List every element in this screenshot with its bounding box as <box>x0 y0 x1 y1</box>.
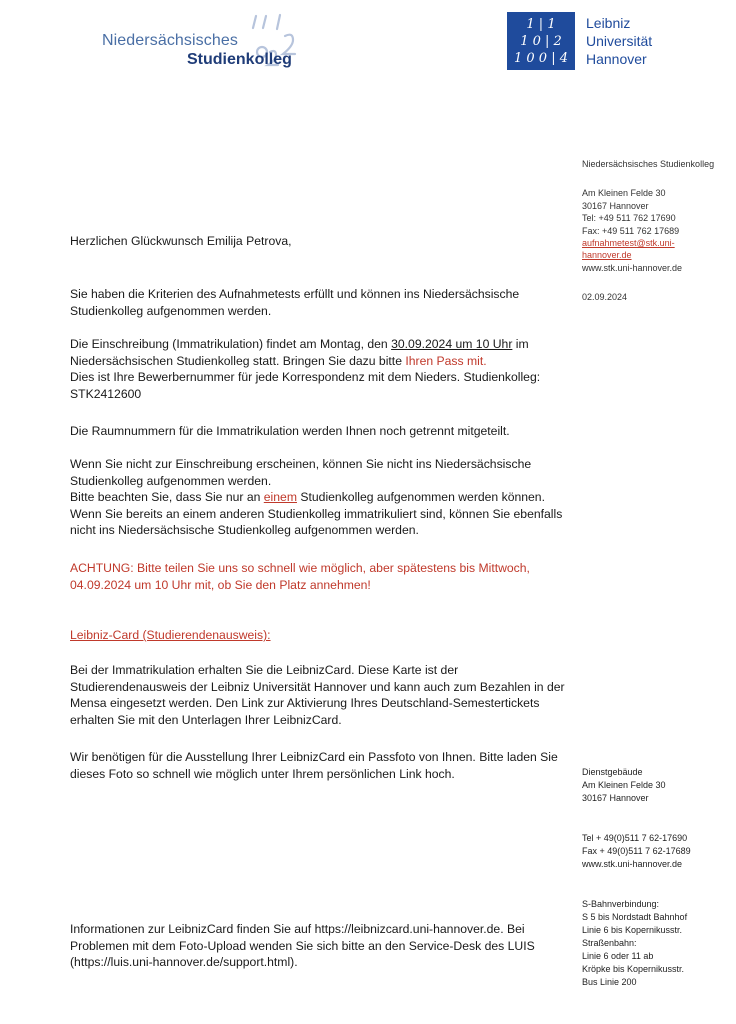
building-label: Dienstgebäude <box>582 767 643 777</box>
office-tel: Tel + 49(0)511 7 62-17690 <box>582 833 688 843</box>
applicant-number: STK2412600 <box>70 386 142 401</box>
paragraph-admission: Sie haben die Kriterien des Aufnahmetests erfüllt und können ins Niedersächsische Studienkolleg aufgenommen werden. <box>70 287 520 318</box>
sender-fax: Fax: +49 511 762 17689 <box>582 225 680 236</box>
office-website: www.stk.uni-hannover.de <box>582 859 683 869</box>
paragraph-room-numbers: Die Raumnummern für die Immatrikulation werden Ihnen noch getrennt mitgeteilt. <box>70 424 510 438</box>
office-city: 30167 Hannover <box>582 793 649 803</box>
sender-city: 30167 Hannover <box>582 200 649 211</box>
enrollment-date: 30.09.2024 um 10 Uhr <box>391 337 513 351</box>
single-college-emphasis: einem <box>263 490 297 504</box>
tram-label: Straßenbahn: <box>582 938 637 948</box>
attendance-text: Wenn Sie nicht zur Einschreibung erscheinen, können Sie nicht ins Niedersächsische Studienkolleg aufgenommen werden. <box>70 457 532 488</box>
tram-line-6: Linie 6 bis Kopernikusstr. <box>582 925 683 935</box>
logo-line-1: Niedersächsisches <box>102 32 238 49</box>
studienkolleg-logo <box>102 12 312 70</box>
leibniz-card-heading: Leibniz-Card (Studierendenausweis): <box>70 628 271 642</box>
logo-mark-row: 1 | 1 <box>526 17 556 32</box>
leibniz-logo-mark <box>507 12 575 70</box>
greeting: Herzlichen Glückwunsch Emilija Petrova, <box>70 234 292 248</box>
paragraph-leibniz-card: Bei der Immatrikulation erhalten Sie die LeibnizCard. Diese Karte ist der Studierendenausweis der Leibniz Universität Hannover und kann auch zum Bezahlen in der Mensa eingesetzt werden. Den Link zur Aktivierung Ihres Deutschland-Semestertickets erhalten Sie mit den Unterlagen Ihrer LeibnizCard. <box>70 663 565 727</box>
transit-block <box>582 898 732 989</box>
enrollment-text: Die Einschreibung (Immatrikulation) findet am Montag, den <box>70 337 392 351</box>
single-college-text-cont: Studienkolleg aufgenommen werden können. Wenn Sie bereits an einem anderen Studienkolleg immatrikuliert sind, können Sie ebenfalls nicht ins Niedersächsische Studienkolleg aufgenommen werden. <box>70 490 563 537</box>
tram-route-kropcke: Kröpke bis Kopernikusstr. <box>582 964 685 974</box>
transit-label: S-Bahnverbindung: <box>582 899 660 909</box>
sender-street: Am Kleinen Felde 30 <box>582 188 666 199</box>
paragraph-enrollment <box>70 336 565 402</box>
deadline-warning: ACHTUNG: Bitte teilen Sie uns so schnell wie möglich, aber spätestens bis Mittwoch, 04.09.2024 um 10 Uhr mit, ob Sie den Platz annehmen! <box>70 561 530 592</box>
office-contact-block <box>582 832 732 871</box>
office-address-block <box>582 766 732 805</box>
logo-name-line: Leibniz <box>586 15 631 31</box>
paragraph-card-info: Informationen zur LeibnizCard finden Sie auf https://leibnizcard.uni-hannover.de. Bei Problemen mit dem Foto-Upload wenden Sie sich bitte an den Service-Desk des LUIS (https://luis.uni-hannover.de/support.html). <box>70 922 535 969</box>
single-college-text: Bitte beachten Sie, dass Sie nur an <box>70 490 264 504</box>
bus-line: Bus Linie 200 <box>582 977 637 987</box>
passport-reminder: Ihren Pass mit. <box>405 353 487 368</box>
office-street: Am Kleinen Felde 30 <box>582 780 666 790</box>
tram-line-6-11: Linie 6 oder 11 ab <box>582 951 654 961</box>
leibniz-logo-text <box>586 14 652 68</box>
logo-line-2: Studienkolleg <box>187 51 292 68</box>
sender-address-block <box>582 158 732 304</box>
office-fax: Fax + 49(0)511 7 62-17689 <box>582 846 691 856</box>
sender-email-link[interactable]: aufnahmetest@stk.uni- <box>582 238 675 249</box>
logo-mark-row: 1 0 0 | 4 <box>514 51 568 66</box>
leibniz-university-logo <box>507 12 722 70</box>
sender-website: www.stk.uni-hannover.de <box>582 262 683 273</box>
sender-institution: Niedersächsisches Studienkolleg <box>582 159 715 169</box>
letter-date: 02.09.2024 <box>582 292 628 303</box>
sender-email-link-cont[interactable]: hannover.de <box>582 250 632 261</box>
sender-tel: Tel: +49 511 762 17690 <box>582 213 676 224</box>
paragraph-attendance <box>70 456 565 539</box>
applicant-number-label: Dies ist Ihre Bewerbernummer für jede Korrespondenz mit dem Nieders. Studienkolleg: <box>70 370 541 384</box>
logo-name-line: Hannover <box>586 51 647 67</box>
enrollment-text-cont: im Niedersächsischen Studienkolleg statt. Bringen Sie dazu bitte <box>70 337 529 368</box>
s-bahn-line: S 5 bis Nordstadt Bahnhof <box>582 912 688 922</box>
logo-mark-row: 1 0 | 2 <box>520 34 562 49</box>
logo-name-line: Universität <box>586 33 653 49</box>
paragraph-photo: Wir benötigen für die Ausstellung Ihrer LeibnizCard ein Passfoto von Ihnen. Bitte laden Sie dieses Foto so schnell wie möglich unter Ihrem persönlichen Link hoch. <box>70 750 558 781</box>
